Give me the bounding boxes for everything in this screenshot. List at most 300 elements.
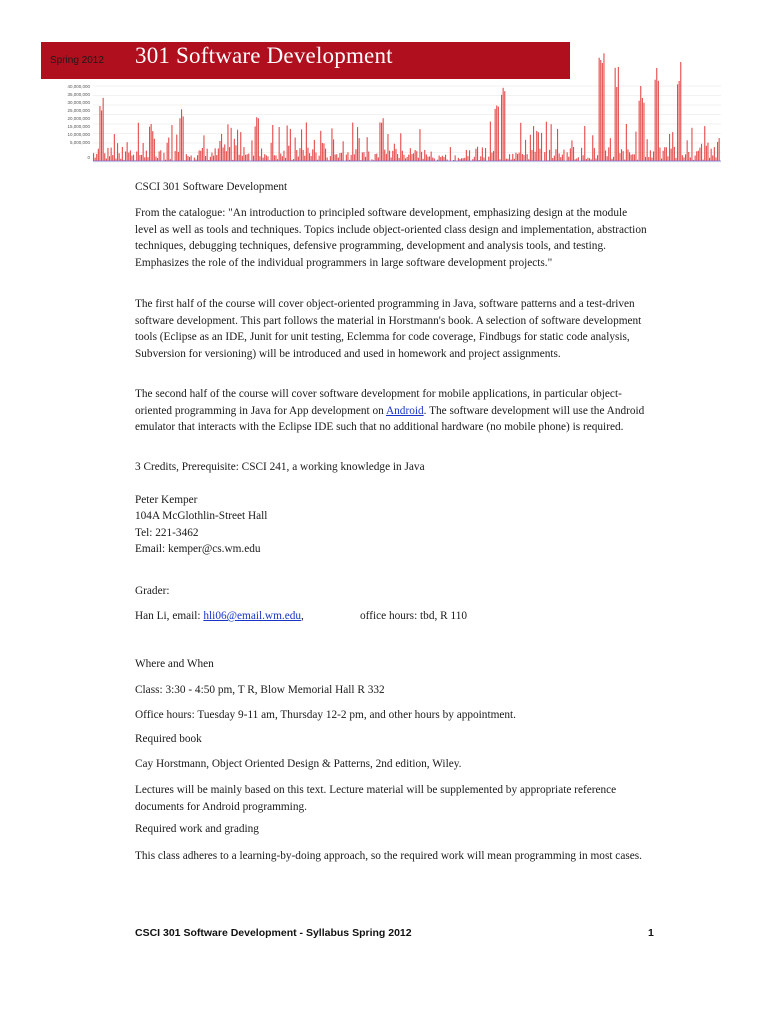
banner-bar (400, 133, 401, 161)
banner-bar (122, 147, 123, 161)
banner-bar (267, 156, 268, 161)
banner-bar (573, 147, 574, 161)
banner-bar (619, 153, 620, 161)
banner-bar (251, 140, 252, 161)
banner-bar (709, 158, 710, 161)
work-paragraph: This class adheres to a learning-by-doing approach, so the required work will mean programming in most cases. (135, 850, 642, 862)
banner-bar (229, 147, 230, 161)
banner-bar (127, 142, 128, 161)
banner-bar (467, 156, 468, 161)
banner-bar (509, 154, 510, 161)
banner-bar (426, 154, 427, 161)
banner-bar (523, 155, 524, 161)
banner-bar (682, 155, 683, 161)
banner-bar (530, 135, 531, 161)
banner-bar (376, 154, 377, 161)
banner-bar (335, 155, 336, 162)
banner-bar (445, 155, 446, 161)
banner-bar (589, 158, 590, 161)
instructor-email: Email: kemper@cs.wm.edu (135, 543, 261, 555)
banner-bar (656, 68, 657, 161)
axis-label: 15,000,000 (67, 124, 90, 129)
banner-bar (154, 139, 155, 161)
banner-bar (325, 149, 326, 161)
banner-bar (496, 106, 497, 162)
banner-bar (383, 118, 384, 161)
banner-bar (680, 62, 681, 161)
banner-bar (503, 88, 504, 161)
banner-bar (147, 157, 148, 161)
banner-bar (687, 140, 688, 161)
banner-bar (194, 158, 195, 162)
banner-bar (389, 151, 390, 161)
banner-bar (699, 148, 700, 161)
banner-bar (610, 138, 611, 161)
banner-bar (339, 153, 340, 161)
banner-bar (584, 126, 585, 161)
banner-bar (245, 155, 246, 161)
banner-bar (263, 158, 264, 161)
banner-bar (653, 152, 654, 162)
banner-bar (706, 146, 707, 161)
banner-bar (672, 132, 673, 161)
banner-bar (647, 139, 648, 161)
banner-bar (635, 132, 636, 161)
banner-bar (626, 124, 627, 161)
banner-bar (109, 156, 110, 161)
banner-bar (301, 129, 302, 161)
banner-bar (544, 152, 545, 161)
banner-bar (458, 158, 459, 161)
banner-bar (634, 154, 635, 161)
banner-bar (315, 153, 316, 162)
axis-label: 0 (87, 155, 90, 160)
banner-bar (403, 155, 404, 161)
banner-bar (602, 63, 603, 161)
banner-bar (103, 98, 104, 161)
banner-bar (615, 68, 616, 161)
banner-bar (664, 147, 665, 161)
banner-bar (125, 152, 126, 162)
banner-bar (271, 143, 272, 161)
banner-bar (559, 154, 560, 162)
banner-bar (160, 150, 161, 161)
banner-bar (183, 116, 184, 161)
banner-bar (223, 148, 224, 162)
banner-bar (643, 103, 644, 161)
banner-bar (274, 155, 275, 161)
banner-bar (578, 157, 579, 161)
banner-bar (490, 122, 491, 161)
banner-bar (413, 153, 414, 161)
banner-bar (455, 155, 456, 161)
work-heading: Required work and grading (135, 823, 259, 835)
banner-bar (679, 81, 680, 161)
banner-bar (642, 98, 643, 161)
banner-bar (381, 123, 382, 161)
second-half-text-cont: . The software development will use the Android emulator that interacts with the Eclipse IDE such that no additional hardware (no mobile phone) is required. (135, 404, 645, 433)
banner-bar (303, 150, 304, 161)
banner-bar (475, 149, 476, 161)
banner-bar (663, 151, 664, 161)
instructor-tel: Tel: 221-3462 (135, 527, 199, 539)
banner-bar (538, 132, 539, 161)
banner-bar (213, 156, 214, 161)
banner-bar (535, 152, 536, 161)
banner-bar (603, 53, 604, 161)
banner-bar (587, 158, 588, 161)
banner-bar (411, 154, 412, 161)
grader-label: Grader: (135, 585, 170, 597)
grader-name: Han Li, email: (135, 610, 204, 622)
banner-bar (419, 129, 420, 161)
banner-bar (666, 147, 667, 161)
axis-label: 40,000,000 (67, 84, 90, 89)
banner-bar (717, 142, 718, 161)
banner-bar (391, 158, 392, 162)
banner-bar (405, 158, 406, 161)
banner-bar (285, 158, 286, 161)
banner-bar (616, 87, 617, 161)
banner-bar (200, 151, 201, 161)
banner-bar (202, 148, 203, 161)
banner-bar (298, 157, 299, 162)
banner-bar (367, 137, 368, 161)
banner-bar (690, 157, 691, 161)
banner-bar (93, 153, 94, 161)
banner-bar (568, 157, 569, 161)
banner-bar (402, 151, 403, 161)
banner-bar (522, 154, 523, 161)
banner-bar (600, 60, 601, 161)
banner-bar (691, 128, 692, 161)
banner-bar (363, 152, 364, 161)
banner-bar (159, 151, 160, 161)
banner-bar (240, 132, 241, 161)
banner-bar (607, 156, 608, 161)
banner-bar (527, 154, 528, 161)
banner-bar (237, 130, 238, 161)
banner-bar (482, 147, 483, 161)
banner-bar (138, 123, 139, 161)
banner-bar (256, 117, 257, 161)
banner-bar (218, 148, 219, 161)
banner-bar (283, 151, 284, 161)
banner-bar (677, 84, 678, 161)
banner-bar (203, 135, 204, 161)
banner-bar (280, 154, 281, 162)
banner-bar (171, 125, 172, 161)
banner-bar (399, 158, 400, 161)
banner-bar (141, 155, 142, 161)
banner-bar (696, 151, 697, 161)
banner-bar (570, 148, 571, 161)
banner-bar (197, 155, 198, 161)
banner-bar (215, 148, 216, 161)
banner-bar (327, 158, 328, 162)
second-half-text: The second half of the course will cover software development for mobile applications, in particular object-oriented programming in Java for App development on (135, 388, 622, 417)
banner-bar (531, 150, 532, 161)
banner-bar (715, 157, 716, 161)
banner-bar (394, 144, 395, 161)
instructor-name: Peter Kemper (135, 494, 198, 506)
axis-label: 25,000,000 (67, 108, 90, 113)
grader-office-hours: office hours: tbd, R 110 (360, 610, 467, 622)
banner-bar (517, 154, 518, 161)
banner-bar (290, 129, 291, 161)
banner-bar (365, 157, 366, 161)
banner-bar (354, 154, 355, 161)
banner-bar (319, 156, 320, 161)
banner-bar (440, 157, 441, 161)
banner-bar (99, 106, 100, 161)
banner-bar (205, 156, 206, 161)
class-time: Class: 3:30 - 4:50 pm, T R, Blow Memorial Hall R 332 (135, 684, 385, 696)
banner-bar (288, 146, 289, 161)
banner-bar (322, 143, 323, 161)
banner-bar (442, 156, 443, 161)
banner-bar (632, 154, 633, 161)
banner-bar (341, 153, 342, 161)
banner-bar (683, 158, 684, 162)
banner-bar (495, 109, 496, 161)
semester-label: Spring 2012 (50, 55, 104, 66)
banner-bar (282, 156, 283, 161)
banner-bar (650, 150, 651, 161)
banner-bar (387, 134, 388, 161)
banner-bar (311, 156, 312, 161)
banner-bar (347, 152, 348, 161)
banner-bar (581, 148, 582, 161)
banner-bar (259, 156, 260, 161)
banner-bar (111, 148, 112, 161)
banner-bar (410, 148, 411, 161)
banner-bar (463, 158, 464, 161)
banner-bar (567, 152, 568, 161)
axis-label: 35,000,000 (67, 92, 90, 97)
banner-bar (357, 127, 358, 161)
banner-bar (711, 149, 712, 161)
first-half-paragraph: The first half of the course will cover object-oriented programming in Java, software patterns and a test-driven software development. This part follows the material in Horstmann's book. A selection of software development tools (Eclipse as an IDE, Junit for unit testing, Eclemma for code coverage, Findbugs for static code analysis, Subversion for versioning) will be introduced and used in homework and project assignments. (135, 298, 642, 360)
banner-bar (114, 134, 115, 161)
banner-bar (261, 149, 262, 162)
banner-bar (359, 138, 360, 161)
banner-bar (719, 138, 720, 161)
banner-bar (648, 157, 649, 161)
banner-bar (427, 157, 428, 161)
banner-bar (143, 143, 144, 161)
banner-bar (221, 134, 222, 161)
banner-bar (104, 153, 105, 161)
banner-bar (571, 140, 572, 161)
banner-bar (346, 155, 347, 161)
book-line: Cay Horstmann, Object Oriented Design & Patterns, 2nd edition, Wiley. (135, 758, 462, 770)
banner-bar (552, 158, 553, 161)
banner-bar (485, 148, 486, 161)
banner-bar (264, 154, 265, 161)
banner-bar (429, 157, 430, 162)
banner-bar (355, 149, 356, 161)
banner-bar (639, 101, 640, 161)
banner-bar (439, 156, 440, 162)
banner-bar (189, 157, 190, 161)
banner-bar (275, 156, 276, 162)
banner-bar (96, 154, 97, 161)
grader-comma: , (301, 610, 304, 622)
banner-bar (669, 134, 670, 161)
banner-bar (107, 148, 108, 161)
banner-bar (520, 123, 521, 161)
banner-bar (597, 155, 598, 161)
banner-bar (128, 153, 129, 161)
banner-bar (498, 107, 499, 161)
banner-bar (242, 156, 243, 161)
banner-bar (631, 155, 632, 161)
banner-bar (323, 143, 324, 161)
banner-bar (331, 128, 332, 161)
banner-bar (379, 122, 380, 161)
credits-line: 3 Credits, Prerequisite: CSCI 241, a working knowledge in Java (135, 461, 425, 473)
banner-bar (151, 124, 152, 161)
banner-bar (255, 126, 256, 161)
banner-bar (432, 158, 433, 162)
banner-bar (392, 151, 393, 161)
banner-bar (144, 157, 145, 161)
banner-bar (627, 150, 628, 162)
banner-bar (211, 153, 212, 161)
banner-bar (466, 150, 467, 161)
banner-bar (131, 156, 132, 161)
banner-bar (186, 154, 187, 161)
banner-bar (469, 150, 470, 161)
banner-bar (621, 149, 622, 161)
banner-bar (501, 95, 502, 161)
banner-bar (415, 150, 416, 161)
banner-bar (416, 151, 417, 161)
banner-bar (512, 154, 513, 161)
banner-bar (266, 155, 267, 161)
banner-bar (443, 157, 444, 161)
banner-bar (557, 129, 558, 161)
banner-bar (519, 153, 520, 161)
banner-bar (397, 154, 398, 161)
banner-bar (146, 151, 147, 161)
banner-bar (688, 152, 689, 161)
banner-bar (378, 157, 379, 161)
banner-bar (130, 150, 131, 161)
banner-bar (157, 158, 158, 161)
banner-bar (306, 123, 307, 162)
course-heading: CSCI 301 Software Development (135, 181, 288, 193)
banner-bar (239, 155, 240, 161)
banner-bar (555, 149, 556, 161)
banner-bar (333, 139, 334, 161)
banner-bar (546, 122, 547, 161)
banner-bar (176, 135, 177, 161)
footer-title: CSCI 301 Software Development - Syllabus Spring 2012 (135, 927, 412, 939)
banner-bar (163, 153, 164, 161)
banner-bar (658, 81, 659, 161)
instructor-office: 104A McGlothlin-Street Hall (135, 510, 268, 522)
banner-bar (504, 91, 505, 161)
grader-line (135, 610, 304, 622)
banner-bar (179, 118, 180, 161)
banner-bar (314, 140, 315, 161)
banner-bar (175, 151, 176, 161)
banner-bar (210, 157, 211, 161)
banner-bar (338, 158, 339, 161)
axis-label: 20,000,000 (67, 116, 90, 121)
banner-bar (181, 109, 182, 161)
banner-bar (304, 156, 305, 161)
banner-bar (112, 155, 113, 161)
banner-bar (375, 154, 376, 161)
banner-bar (320, 131, 321, 161)
banner-bar (418, 158, 419, 161)
banner-bar (464, 158, 465, 161)
banner-bar (450, 147, 451, 161)
banner-bar (536, 131, 537, 161)
banner-bar (191, 156, 192, 162)
axis-label: 30,000,000 (67, 100, 90, 105)
banner-bar (541, 133, 542, 161)
banner-bar (618, 67, 619, 161)
banner-bar (712, 155, 713, 161)
banner-bar (592, 135, 593, 161)
banner-bar (243, 147, 244, 161)
banner-bar (599, 58, 600, 161)
android-link[interactable]: Android (386, 404, 424, 417)
axis-label: 10,000,000 (67, 132, 90, 137)
banner-bar (554, 156, 555, 161)
banner-bar (248, 154, 249, 161)
banner-bar (309, 153, 310, 161)
banner-bar (704, 126, 705, 161)
banner-bar (525, 140, 526, 161)
banner-bar (258, 118, 259, 161)
banner-bar (594, 148, 595, 161)
banner-bar (608, 147, 609, 161)
banner-bar (424, 150, 425, 161)
banner-bar (178, 152, 179, 161)
banner-bar (133, 155, 134, 161)
banner-bar (296, 150, 297, 161)
banner-bar (714, 147, 715, 161)
banner-bar (651, 158, 652, 161)
banner-bar (227, 124, 228, 161)
banner-bar (386, 154, 387, 161)
grader-email-link[interactable]: hli06@email.wm.edu (203, 610, 302, 622)
banner-bar (488, 157, 489, 161)
axis-label: 5,000,000 (69, 140, 90, 145)
banner-bar (235, 145, 236, 161)
banner-bar (139, 155, 140, 161)
banner-bar (216, 155, 217, 161)
banner-bar (701, 144, 702, 161)
banner-bar (605, 150, 606, 161)
banner-bar (698, 151, 699, 161)
banner-bar (659, 148, 660, 161)
banner-bar (368, 152, 369, 162)
banner-bar (362, 152, 363, 161)
banner-bar (674, 147, 675, 161)
banner-bar (152, 131, 153, 161)
banner-bar (685, 154, 686, 161)
page-number: 1 (648, 927, 654, 939)
banner-bar (167, 143, 168, 161)
catalogue-paragraph: From the catalogue: "An introduction to principled software development, emphasizing design at the module level as well as tools and techniques. Topics include object-oriented class design and implementation, abstraction techniques, debugging techniques, defensive programming, development and analysis tools, and testing. Emphasizes the role of the individual programmers in large software development projects." (135, 207, 647, 269)
banner-bar (491, 153, 492, 161)
